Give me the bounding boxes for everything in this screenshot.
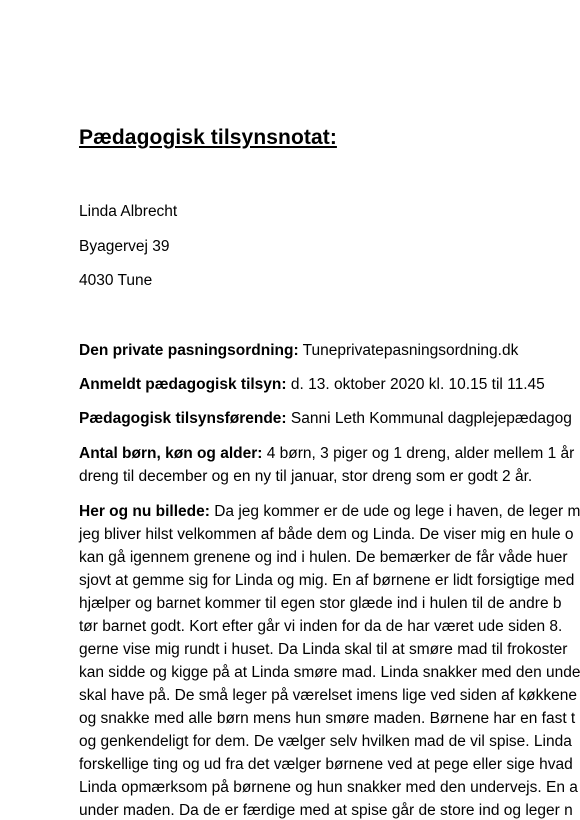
field-pasningsordning (79, 342, 518, 360)
field-value: Tuneprivatepasningsordning.dk (298, 342, 519, 359)
field-label: Pædagogisk tilsynsførende: (79, 410, 287, 427)
picture-label: Her og nu billede: (79, 503, 210, 520)
body-line: skal have på. De små leger på værelset imens lige ved siden af køkkene (79, 687, 577, 704)
field-tilsynsforende (79, 410, 572, 428)
picture-first-line (79, 503, 580, 521)
picture-text: Da jeg kommer er de ude og lege i haven, de leger m (209, 503, 580, 520)
body-line: Linda opmærksom på børnene og hun snakker med den undervejs. En a (79, 779, 578, 796)
body-line: og snakke med alle børn mens hun smøre maden. Børnene har en fast t (79, 710, 576, 727)
body-line: jeg bliver hilst velkommen af både dem og Linda. De viser mig en hule o (79, 526, 574, 543)
field-antal-born (79, 445, 574, 463)
body-line: under maden. Da de er færdige med at spise går de store ind og leger n (79, 802, 573, 819)
field-label: Den private pasningsordning: (79, 342, 299, 359)
field-label: Antal børn, køn og alder: (79, 445, 263, 462)
field-value: 4 børn, 3 piger og 1 dreng, alder mellem 1 år (262, 445, 575, 462)
body-line: og genkendeligt for dem. De vælger selv hvilken mad de vil spise. Linda (79, 733, 572, 750)
body-line: hjælper og barnet kommer til egen stor glæde ind i hulen til de andre b (79, 595, 562, 612)
address-street: Byagervej 39 (79, 238, 170, 255)
body-line: forskellige ting og ud fra det vælger børnene ved at pege eller sige hvad (79, 756, 573, 773)
field-value: Sanni Leth Kommunal dagplejepædagog (286, 410, 572, 427)
body-line: gerne vise mig rundt i huset. Da Linda skal til at smøre mad til frokoster (79, 641, 568, 658)
field-value: d. 13. oktober 2020 kl. 10.15 til 11.45 (286, 376, 545, 393)
field-anmeldt-tilsyn (79, 376, 545, 394)
address-city: 4030 Tune (79, 272, 153, 289)
address-name: Linda Albrecht (79, 203, 178, 220)
children-line-2: dreng til december og en ny til januar, stor dreng som er godt 2 år. (79, 468, 533, 485)
body-line: kan gå igennem grenene og ind i hulen. De bemærker de får våde huer (79, 549, 568, 566)
document-title: Pædagogisk tilsynsnotat: (79, 126, 337, 149)
body-line: kan sidde og kigge på at Linda smøre mad. Linda snakker med den unde (79, 664, 580, 681)
body-line: tør barnet godt. Kort efter går vi inden for da de har været ude siden 8. (79, 618, 563, 635)
field-label: Anmeldt pædagogisk tilsyn: (79, 376, 287, 393)
body-line: sjovt at gemme sig for Linda og mig. En af børnene er lidt forsigtige med (79, 572, 575, 589)
